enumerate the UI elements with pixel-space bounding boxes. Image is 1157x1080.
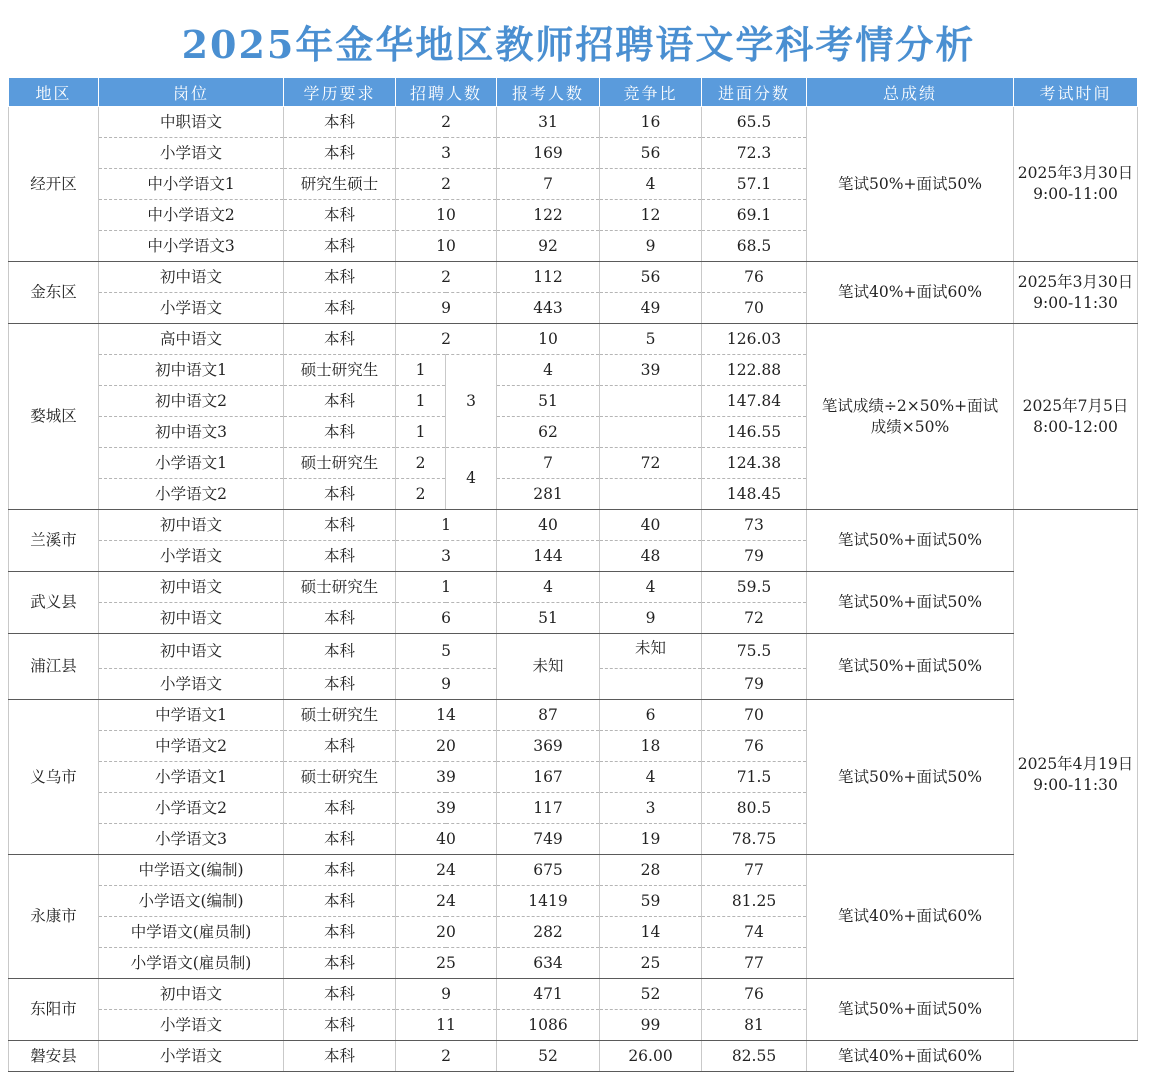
score-cell: 76 xyxy=(702,979,807,1010)
quota-cell: 2 xyxy=(396,1041,497,1072)
education-cell: 本科 xyxy=(284,634,396,669)
score-formula-cell: 笔试40%+面试60% xyxy=(807,855,1014,979)
region-cell: 磐安县 xyxy=(9,1041,99,1072)
ratio-cell xyxy=(600,386,702,417)
quota-cell: 1 xyxy=(396,510,497,541)
quota-cell: 39 xyxy=(396,793,497,824)
region-cell: 兰溪市 xyxy=(9,510,99,572)
post-cell: 初中语文 xyxy=(99,979,284,1010)
ratio-cell: 9 xyxy=(600,603,702,634)
exam-analysis-table xyxy=(8,77,1138,1072)
score-cell: 122.88 xyxy=(702,355,807,386)
applicants-cell: 51 xyxy=(497,386,600,417)
applicants-cell: 7 xyxy=(497,448,600,479)
applicants-cell: 369 xyxy=(497,731,600,762)
quota-cell: 40 xyxy=(396,824,497,855)
applicants-cell: 1419 xyxy=(497,886,600,917)
post-cell: 中学语文1 xyxy=(99,700,284,731)
post-cell: 初中语文3 xyxy=(99,417,284,448)
score-cell: 59.5 xyxy=(702,572,807,603)
score-cell: 77 xyxy=(702,855,807,886)
applicants-cell: 1086 xyxy=(497,1010,600,1041)
table-row xyxy=(9,979,1138,1010)
post-cell: 小学语文 xyxy=(99,669,284,700)
region-cell: 婺城区 xyxy=(9,324,99,510)
score-cell: 79 xyxy=(702,669,807,700)
quota-cell: 24 xyxy=(396,886,497,917)
quota-merged-cell: 4 xyxy=(446,448,497,510)
applicants-cell: 749 xyxy=(497,824,600,855)
applicants-cell: 7 xyxy=(497,169,600,200)
region-cell: 武义县 xyxy=(9,572,99,634)
ratio-cell xyxy=(600,417,702,448)
post-cell: 小学语文 xyxy=(99,138,284,169)
region-cell: 浦江县 xyxy=(9,634,99,700)
ratio-cell: 18 xyxy=(600,731,702,762)
applicants-cell: 122 xyxy=(497,200,600,231)
education-cell: 本科 xyxy=(284,231,396,262)
score-cell: 79 xyxy=(702,541,807,572)
quota-cell: 14 xyxy=(396,700,497,731)
exam-time-cell: 2025年3月30日 9:00-11:30 xyxy=(1014,262,1138,324)
ratio-cell: 59 xyxy=(600,886,702,917)
applicants-cell: 52 xyxy=(497,1041,600,1072)
education-cell: 本科 xyxy=(284,855,396,886)
score-cell: 126.03 xyxy=(702,324,807,355)
ratio-cell: 72 xyxy=(600,448,702,479)
education-cell: 本科 xyxy=(284,386,396,417)
applicants-cell: 281 xyxy=(497,479,600,510)
score-cell: 70 xyxy=(702,700,807,731)
post-cell: 中学语文(编制) xyxy=(99,855,284,886)
applicants-cell: 62 xyxy=(497,417,600,448)
score-cell: 147.84 xyxy=(702,386,807,417)
education-cell: 本科 xyxy=(284,138,396,169)
education-cell: 本科 xyxy=(284,262,396,293)
header-row xyxy=(9,78,1138,107)
post-cell: 小学语文1 xyxy=(99,448,284,479)
post-cell: 初中语文 xyxy=(99,603,284,634)
page-title: 2025年金华地区教师招聘语文学科考情分析 xyxy=(181,22,976,67)
score-cell: 72 xyxy=(702,603,807,634)
region-cell: 义乌市 xyxy=(9,700,99,855)
ratio-cell: 未知 xyxy=(600,634,702,669)
post-cell: 小学语文3 xyxy=(99,824,284,855)
education-cell: 本科 xyxy=(284,200,396,231)
education-cell: 本科 xyxy=(284,324,396,355)
education-cell: 本科 xyxy=(284,793,396,824)
score-formula-cell: 笔试50%+面试50% xyxy=(807,572,1014,634)
post-cell: 中小学语文1 xyxy=(99,169,284,200)
header-score-formula: 总成绩 xyxy=(807,78,1014,107)
education-cell: 本科 xyxy=(284,541,396,572)
region-cell: 经开区 xyxy=(9,107,99,262)
applicants-cell: 51 xyxy=(497,603,600,634)
ratio-cell: 4 xyxy=(600,169,702,200)
table-row xyxy=(9,510,1138,541)
ratio-cell xyxy=(600,669,702,700)
quota-cell: 2 xyxy=(396,107,497,138)
score-cell: 146.55 xyxy=(702,417,807,448)
applicants-cell: 87 xyxy=(497,700,600,731)
score-cell: 124.38 xyxy=(702,448,807,479)
header-education: 学历要求 xyxy=(284,78,396,107)
ratio-cell: 16 xyxy=(600,107,702,138)
post-cell: 初中语文 xyxy=(99,262,284,293)
ratio-cell: 28 xyxy=(600,855,702,886)
ratio-cell: 9 xyxy=(600,231,702,262)
quota-cell: 20 xyxy=(396,731,497,762)
quota-cell: 2 xyxy=(396,324,497,355)
applicants-cell: 471 xyxy=(497,979,600,1010)
score-formula-cell: 笔试50%+面试50% xyxy=(807,510,1014,572)
quota-cell: 2 xyxy=(396,262,497,293)
header-applicants: 报考人数 xyxy=(497,78,600,107)
quota-cell: 10 xyxy=(396,231,497,262)
score-cell: 148.45 xyxy=(702,479,807,510)
ratio-cell: 39 xyxy=(600,355,702,386)
education-cell: 本科 xyxy=(284,731,396,762)
score-cell: 75.5 xyxy=(702,634,807,669)
header-score: 进面分数 xyxy=(702,78,807,107)
quota-cell: 9 xyxy=(396,669,497,700)
education-cell: 本科 xyxy=(284,603,396,634)
post-cell: 中学语文2 xyxy=(99,731,284,762)
quota-cell: 5 xyxy=(396,634,497,669)
quota-cell: 1 xyxy=(396,355,446,386)
education-cell: 本科 xyxy=(284,293,396,324)
education-cell: 本科 xyxy=(284,824,396,855)
quota-cell: 24 xyxy=(396,855,497,886)
table-row xyxy=(9,634,1138,669)
applicants-cell: 31 xyxy=(497,107,600,138)
ratio-cell: 48 xyxy=(600,541,702,572)
post-cell: 小学语文(雇员制) xyxy=(99,948,284,979)
region-cell: 东阳市 xyxy=(9,979,99,1041)
post-cell: 初中语文1 xyxy=(99,355,284,386)
quota-cell: 10 xyxy=(396,200,497,231)
score-formula-cell: 笔试50%+面试50% xyxy=(807,979,1014,1041)
score-formula-cell: 笔试50%+面试50% xyxy=(807,700,1014,855)
score-cell: 70 xyxy=(702,293,807,324)
score-cell: 76 xyxy=(702,731,807,762)
ratio-cell: 14 xyxy=(600,917,702,948)
ratio-cell: 6 xyxy=(600,700,702,731)
table-row xyxy=(9,700,1138,731)
score-cell: 76 xyxy=(702,262,807,293)
region-cell: 金东区 xyxy=(9,262,99,324)
score-formula-cell: 笔试40%+面试60% xyxy=(807,1041,1014,1072)
region-cell: 永康市 xyxy=(9,855,99,979)
applicants-merged-cell: 未知 xyxy=(497,634,600,700)
education-cell: 硕士研究生 xyxy=(284,355,396,386)
post-cell: 高中语文 xyxy=(99,324,284,355)
applicants-cell: 167 xyxy=(497,762,600,793)
ratio-cell: 19 xyxy=(600,824,702,855)
post-cell: 初中语文 xyxy=(99,634,284,669)
header-region: 地区 xyxy=(9,78,99,107)
quota-cell: 1 xyxy=(396,386,446,417)
quota-cell: 1 xyxy=(396,572,497,603)
ratio-cell: 56 xyxy=(600,262,702,293)
post-cell: 小学语文 xyxy=(99,293,284,324)
education-cell: 本科 xyxy=(284,1041,396,1072)
quota-cell: 11 xyxy=(396,1010,497,1041)
score-formula-cell: 笔试50%+面试50% xyxy=(807,634,1014,700)
quota-cell: 9 xyxy=(396,293,497,324)
post-cell: 初中语文 xyxy=(99,510,284,541)
quota-cell: 20 xyxy=(396,917,497,948)
score-cell: 65.5 xyxy=(702,107,807,138)
table-row xyxy=(9,324,1138,355)
table-row xyxy=(9,572,1138,603)
quota-cell: 2 xyxy=(396,479,446,510)
education-cell: 本科 xyxy=(284,917,396,948)
ratio-cell xyxy=(600,479,702,510)
header-quota: 招聘人数 xyxy=(396,78,497,107)
table-row xyxy=(9,1041,1138,1072)
post-cell: 中小学语文2 xyxy=(99,200,284,231)
ratio-cell: 49 xyxy=(600,293,702,324)
score-cell: 69.1 xyxy=(702,200,807,231)
score-formula-cell: 笔试成绩÷2×50%+面试成绩×50% xyxy=(807,324,1014,510)
applicants-cell: 443 xyxy=(497,293,600,324)
education-cell: 硕士研究生 xyxy=(284,448,396,479)
ratio-cell: 52 xyxy=(600,979,702,1010)
exam-time-cell: 2025年3月30日 9:00-11:00 xyxy=(1014,107,1138,262)
post-cell: 中职语文 xyxy=(99,107,284,138)
education-cell: 本科 xyxy=(284,107,396,138)
applicants-cell: 112 xyxy=(497,262,600,293)
post-cell: 小学语文(编制) xyxy=(99,886,284,917)
score-cell: 71.5 xyxy=(702,762,807,793)
applicants-cell: 40 xyxy=(497,510,600,541)
applicants-cell: 10 xyxy=(497,324,600,355)
ratio-cell: 12 xyxy=(600,200,702,231)
ratio-cell: 4 xyxy=(600,762,702,793)
score-cell: 81 xyxy=(702,1010,807,1041)
post-cell: 小学语文1 xyxy=(99,762,284,793)
score-cell: 77 xyxy=(702,948,807,979)
score-cell: 68.5 xyxy=(702,231,807,262)
ratio-cell: 3 xyxy=(600,793,702,824)
header-exam-time: 考试时间 xyxy=(1014,78,1138,107)
score-cell: 78.75 xyxy=(702,824,807,855)
table-row xyxy=(9,107,1138,138)
score-cell: 74 xyxy=(702,917,807,948)
ratio-cell: 25 xyxy=(600,948,702,979)
score-cell: 80.5 xyxy=(702,793,807,824)
education-cell: 硕士研究生 xyxy=(284,572,396,603)
score-cell: 81.25 xyxy=(702,886,807,917)
quota-cell: 39 xyxy=(396,762,497,793)
education-cell: 本科 xyxy=(284,479,396,510)
header-post: 岗位 xyxy=(99,78,284,107)
education-cell: 硕士研究生 xyxy=(284,762,396,793)
score-cell: 73 xyxy=(702,510,807,541)
score-cell: 72.3 xyxy=(702,138,807,169)
quota-cell: 2 xyxy=(396,169,497,200)
ratio-cell: 56 xyxy=(600,138,702,169)
post-cell: 初中语文2 xyxy=(99,386,284,417)
post-cell: 小学语文 xyxy=(99,1010,284,1041)
quota-cell: 3 xyxy=(396,541,497,572)
exam-time-cell: 2025年4月19日 9:00-11:30 xyxy=(1014,510,1138,1041)
post-cell: 小学语文2 xyxy=(99,479,284,510)
header-ratio: 竞争比 xyxy=(600,78,702,107)
education-cell: 本科 xyxy=(284,417,396,448)
score-formula-cell: 笔试50%+面试50% xyxy=(807,107,1014,262)
ratio-cell: 26.00 xyxy=(600,1041,702,1072)
quota-merged-cell: 3 xyxy=(446,355,497,448)
exam-time-cell: 2025年7月5日 8:00-12:00 xyxy=(1014,324,1138,510)
education-cell: 本科 xyxy=(284,886,396,917)
score-cell: 57.1 xyxy=(702,169,807,200)
post-cell: 小学语文 xyxy=(99,1041,284,1072)
education-cell: 研究生硕士 xyxy=(284,169,396,200)
education-cell: 本科 xyxy=(284,1010,396,1041)
quota-cell: 3 xyxy=(396,138,497,169)
applicants-cell: 144 xyxy=(497,541,600,572)
post-cell: 小学语文2 xyxy=(99,793,284,824)
quota-cell: 1 xyxy=(396,417,446,448)
applicants-cell: 282 xyxy=(497,917,600,948)
applicants-cell: 4 xyxy=(497,355,600,386)
quota-cell: 25 xyxy=(396,948,497,979)
applicants-cell: 675 xyxy=(497,855,600,886)
ratio-cell: 99 xyxy=(600,1010,702,1041)
education-cell: 本科 xyxy=(284,669,396,700)
education-cell: 本科 xyxy=(284,979,396,1010)
score-formula-cell: 笔试40%+面试60% xyxy=(807,262,1014,324)
post-cell: 中小学语文3 xyxy=(99,231,284,262)
table-row xyxy=(9,262,1138,293)
applicants-cell: 634 xyxy=(497,948,600,979)
education-cell: 硕士研究生 xyxy=(284,700,396,731)
quota-cell: 9 xyxy=(396,979,497,1010)
education-cell: 本科 xyxy=(284,510,396,541)
ratio-cell: 5 xyxy=(600,324,702,355)
applicants-cell: 92 xyxy=(497,231,600,262)
applicants-cell: 117 xyxy=(497,793,600,824)
quota-cell: 6 xyxy=(396,603,497,634)
quota-cell: 2 xyxy=(396,448,446,479)
applicants-cell: 4 xyxy=(497,572,600,603)
applicants-cell: 169 xyxy=(497,138,600,169)
score-cell: 82.55 xyxy=(702,1041,807,1072)
education-cell: 本科 xyxy=(284,948,396,979)
post-cell: 中学语文(雇员制) xyxy=(99,917,284,948)
ratio-cell: 40 xyxy=(600,510,702,541)
post-cell: 初中语文 xyxy=(99,572,284,603)
post-cell: 小学语文 xyxy=(99,541,284,572)
table-row xyxy=(9,855,1138,886)
ratio-cell: 4 xyxy=(600,572,702,603)
